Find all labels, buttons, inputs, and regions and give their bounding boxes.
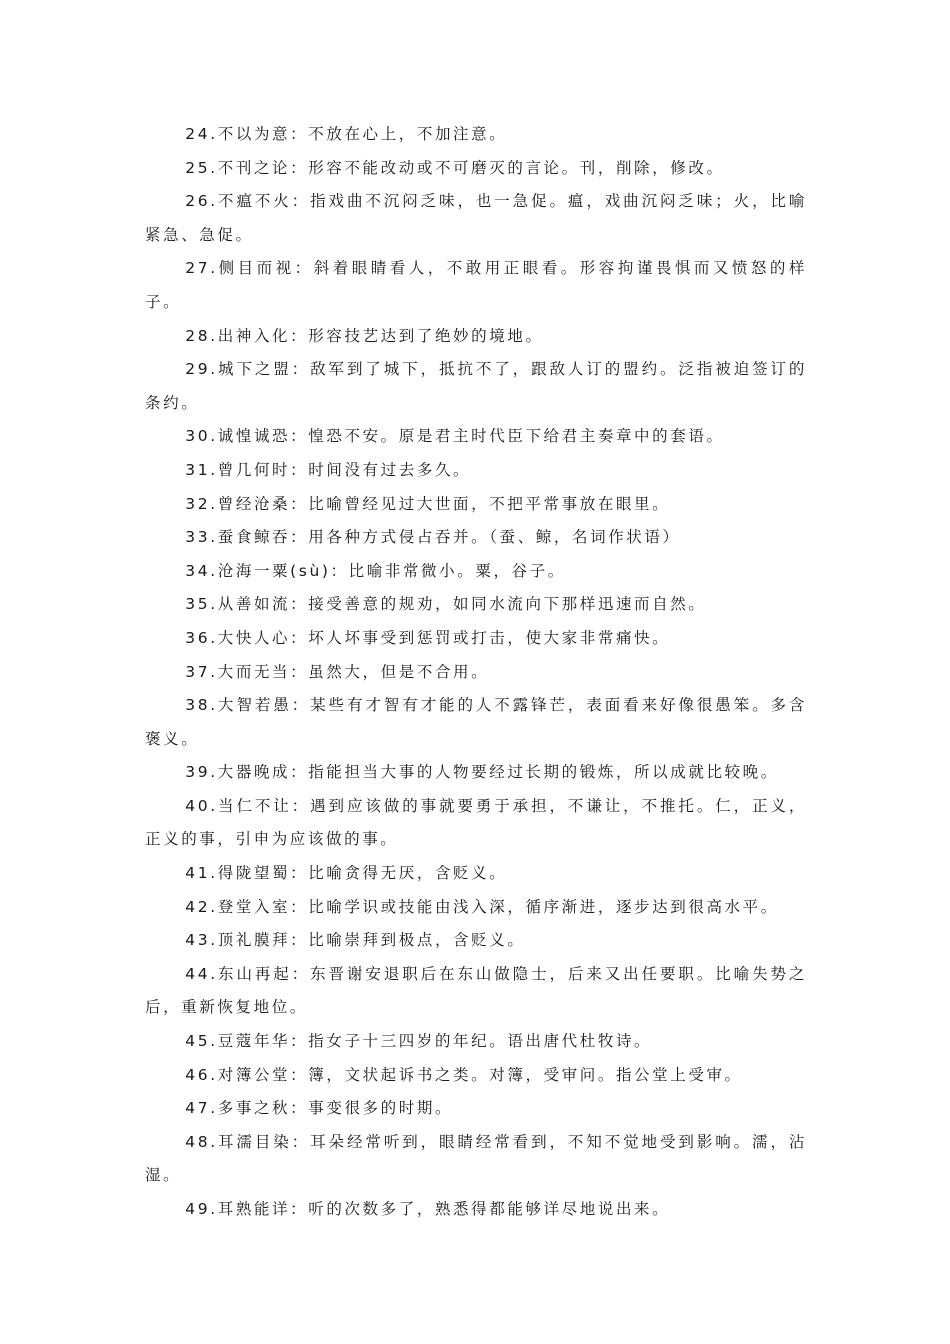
idiom-entry: 40.当仁不让：遇到应该做的事就要勇于承担，不谦让，不推托。仁，正义，正义的事，引申为应该做的事。	[145, 796, 807, 849]
idiom-entry: 43.顶礼膜拜：比喻崇拜到极点，含贬义。	[185, 931, 526, 950]
idiom-list	[145, 118, 807, 1227]
idiom-entry: 36.大快人心：坏人坏事受到惩罚或打击，使大家非常痛快。	[185, 628, 671, 647]
idiom-entry: 41.得陇望蜀：比喻贪得无厌，含贬义。	[185, 864, 508, 883]
idiom-entry: 46.对簿公堂：簿，文状起诉书之类。对簿，受审问。指公堂上受审。	[185, 1065, 743, 1084]
idiom-entry: 42.登堂入室：比喻学识或技能由浅入深，循序渐进，逐步达到很高水平。	[185, 897, 779, 916]
idiom-entry: 29.城下之盟：敌军到了城下，抵抗不了，跟敌人订的盟约。泛指被迫签订的条约。	[145, 360, 807, 412]
idiom-entry: 28.出神入化：形容技艺达到了绝妙的境地。	[185, 326, 544, 345]
idiom-entry: 48.耳濡目染：耳朵经常听到，眼睛经常看到，不知不觉地受到影响。濡，沾湿。	[145, 1132, 807, 1185]
idiom-entry: 35.从善如流：接受善意的规劝，如同水流向下那样迅速而自然。	[185, 595, 707, 614]
idiom-entry: 44.东山再起：东晋谢安退职后在东山做隐士，后来又出任要职。比喻失势之后，重新恢复地位。	[145, 964, 807, 1017]
idiom-entry: 37.大而无当：虽然大，但是不合用。	[185, 662, 490, 681]
idiom-entry: 33.蚕食鲸吞：用各种方式侵占吞并。（蚕、鲸，名词作状语）	[185, 528, 681, 547]
idiom-entry: 38.大智若愚：某些有才智有才能的人不露锋芒，表面看来好像很愚笨。多含褒义。	[145, 696, 807, 748]
idiom-entry: 49.耳熟能详：听的次数多了，熟悉得都能够详尽地说出来。	[185, 1200, 671, 1218]
idiom-entry: 24.不以为意：不放在心上，不加注意。	[185, 125, 508, 143]
idiom-entry: 32.曾经沧桑：比喻曾经见过大世面，不把平常事放在眼里。	[185, 494, 671, 513]
idiom-entry: 34.沧海一粟(sù)：比喻非常微小。粟，谷子。	[185, 561, 566, 580]
idiom-entry: 27.侧目而视：斜着眼睛看人，不敢用正眼看。形容拘谨畏惧而又愤怒的样子。	[145, 259, 807, 311]
idiom-entry: 39.大器晚成：指能担当大事的人物要经过长期的锻炼，所以成就比较晚。	[185, 763, 779, 782]
idiom-entry: 45.豆蔻年华：指女子十三四岁的年纪。语出唐代杜牧诗。	[185, 1032, 653, 1051]
idiom-entry: 30.诚惶诚恐：惶恐不安。原是君主时代臣下给君主奏章中的套语。	[185, 427, 725, 446]
idiom-entry: 31.曾几何时：时间没有过去多久。	[185, 460, 472, 479]
idiom-entry: 47.多事之秋：事变很多的时期。	[185, 1099, 454, 1118]
idiom-entry: 26.不瘟不火：指戏曲不沉闷乏味，也一急促。瘟，戏曲沉闷乏味；火，比喻紧急、急促。	[145, 192, 807, 244]
idiom-entry: 25.不刊之论：形容不能改动或不可磨灭的言论。刊，削除，修改。	[185, 158, 725, 177]
